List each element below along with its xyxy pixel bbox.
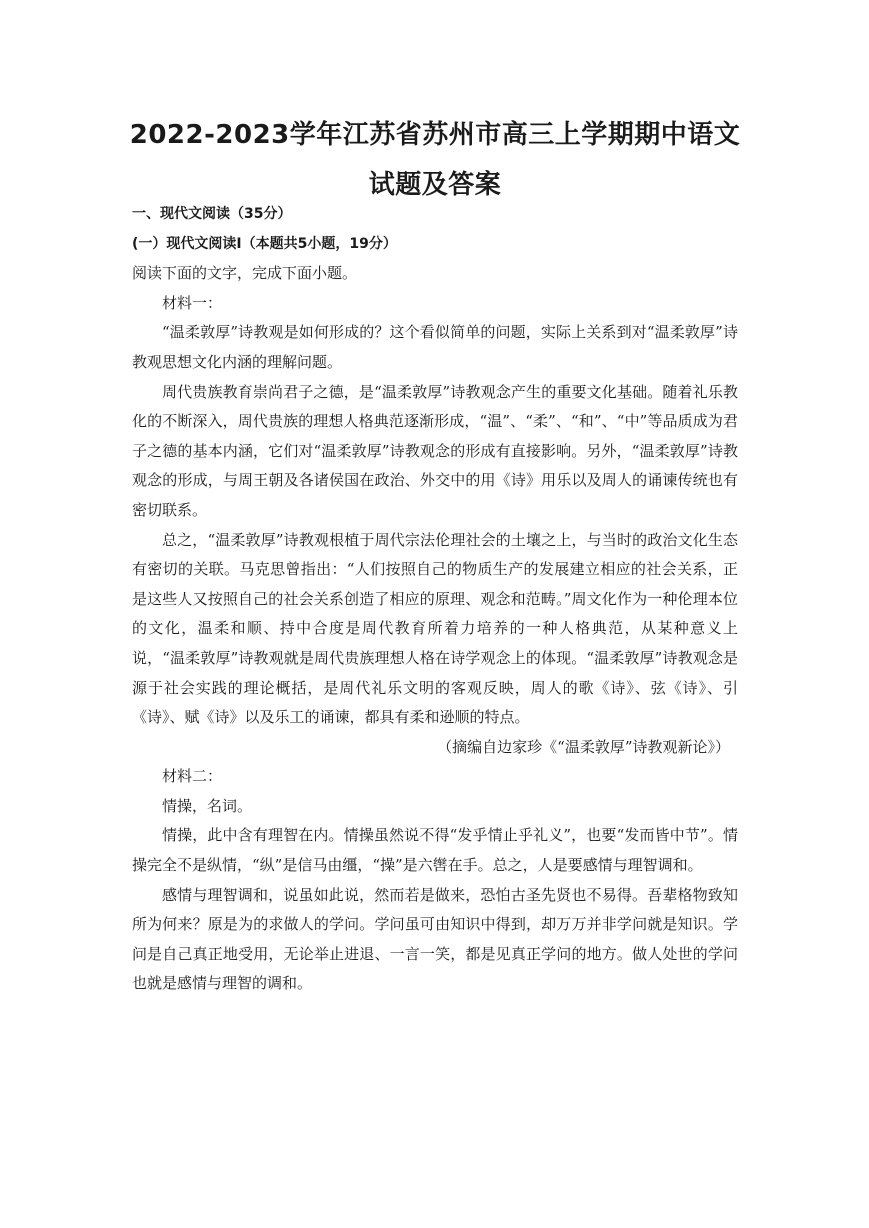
material1-paragraph: 周代贵族教育崇尚君子之德，是“温柔敦厚”诗教观念产生的重要文化基础。随着礼乐教化的不断深入，周代贵族的理想人格典范逐渐形成，“温”、“柔”、“和”、“中”等品质成为君子之德的基本内涵，它们对“温柔敦厚”诗教观念的形成有直接影响。另外，“温柔敦厚”诗教观念的形成，与周王朝及各诸侯国在政治、外交中的用《诗》用乐以及周人的诵谏传统也有密切联系。 — [132, 382, 738, 519]
material1-paragraph: 总之，“温柔敦厚”诗教观根植于周代宗法伦理社会的土壤之上，与当时的政治文化生态有密切的关联。马克思曾指出：“人们按照自己的物质生产的发展建立相应的社会关系，正是这些人又按照自己的社会关系创造了相应的原理、观念和范畴。”周文化作为一种伦理本位的文化，温柔和顺、持中合度是周代教育所着力培养的一种人格典范，从某种意义上说，“温柔敦厚”诗教观就是周代贵族理想人格在诗学观念上的体现。“温柔敦厚”诗教观念是源于社会实践的理论概括，是周代礼乐文明的客观反映，周人的歌《诗》、弦《诗》、引《诗》、赋《诗》以及乐工的诵谏，都具有柔和逊顺的特点。 — [132, 530, 738, 727]
material1-paragraph: “温柔敦厚”诗教观是如何形成的？这个看似简单的问题，实际上关系到对“温柔敦厚”诗教观思想文化内涵的理解问题。 — [132, 323, 738, 371]
section-heading: 一、现代文阅读（35分） — [132, 206, 292, 222]
subsection-heading: (一）现代文阅读Ⅰ（本题共5小题，19分） — [132, 235, 397, 252]
document-title: 2022-2023学年江苏省苏州市高三上学期期中语文试题及答案 — [129, 120, 741, 200]
material2-label: 材料二： — [162, 767, 223, 786]
material1-source: （摘编自边家珍《“温柔敦厚”诗教观新论》） — [437, 737, 730, 756]
document-body — [132, 200, 738, 999]
material2-paragraph: 情操，此中含有理智在内。情操虽然说不得“发乎情止乎礼义”，也要“发而皆中节”。情操完全不是纵情，“纵”是信马由缰，“操”是六辔在手。总之，人是要感情与理智调和。 — [132, 826, 738, 875]
material2-paragraph: 情操，名词。 — [162, 796, 253, 815]
material2-paragraph: 感情与理智调和，说虽如此说，然而若是做来，恐怕古圣先贤也不易得。吾辈格物致知所为何来？原是为的求做人的学问。学问虽可由知识中得到，却万万并非学问就是知识。学问是自己真正地受用，无论举止进退、一言一笑，都是见真正学问的地方。做人处世的学问也就是感情与理智的调和。 — [132, 885, 738, 993]
material1-label: 材料一： — [162, 293, 223, 312]
instruction-text: 阅读下面的文字，完成下面小题。 — [132, 264, 358, 283]
